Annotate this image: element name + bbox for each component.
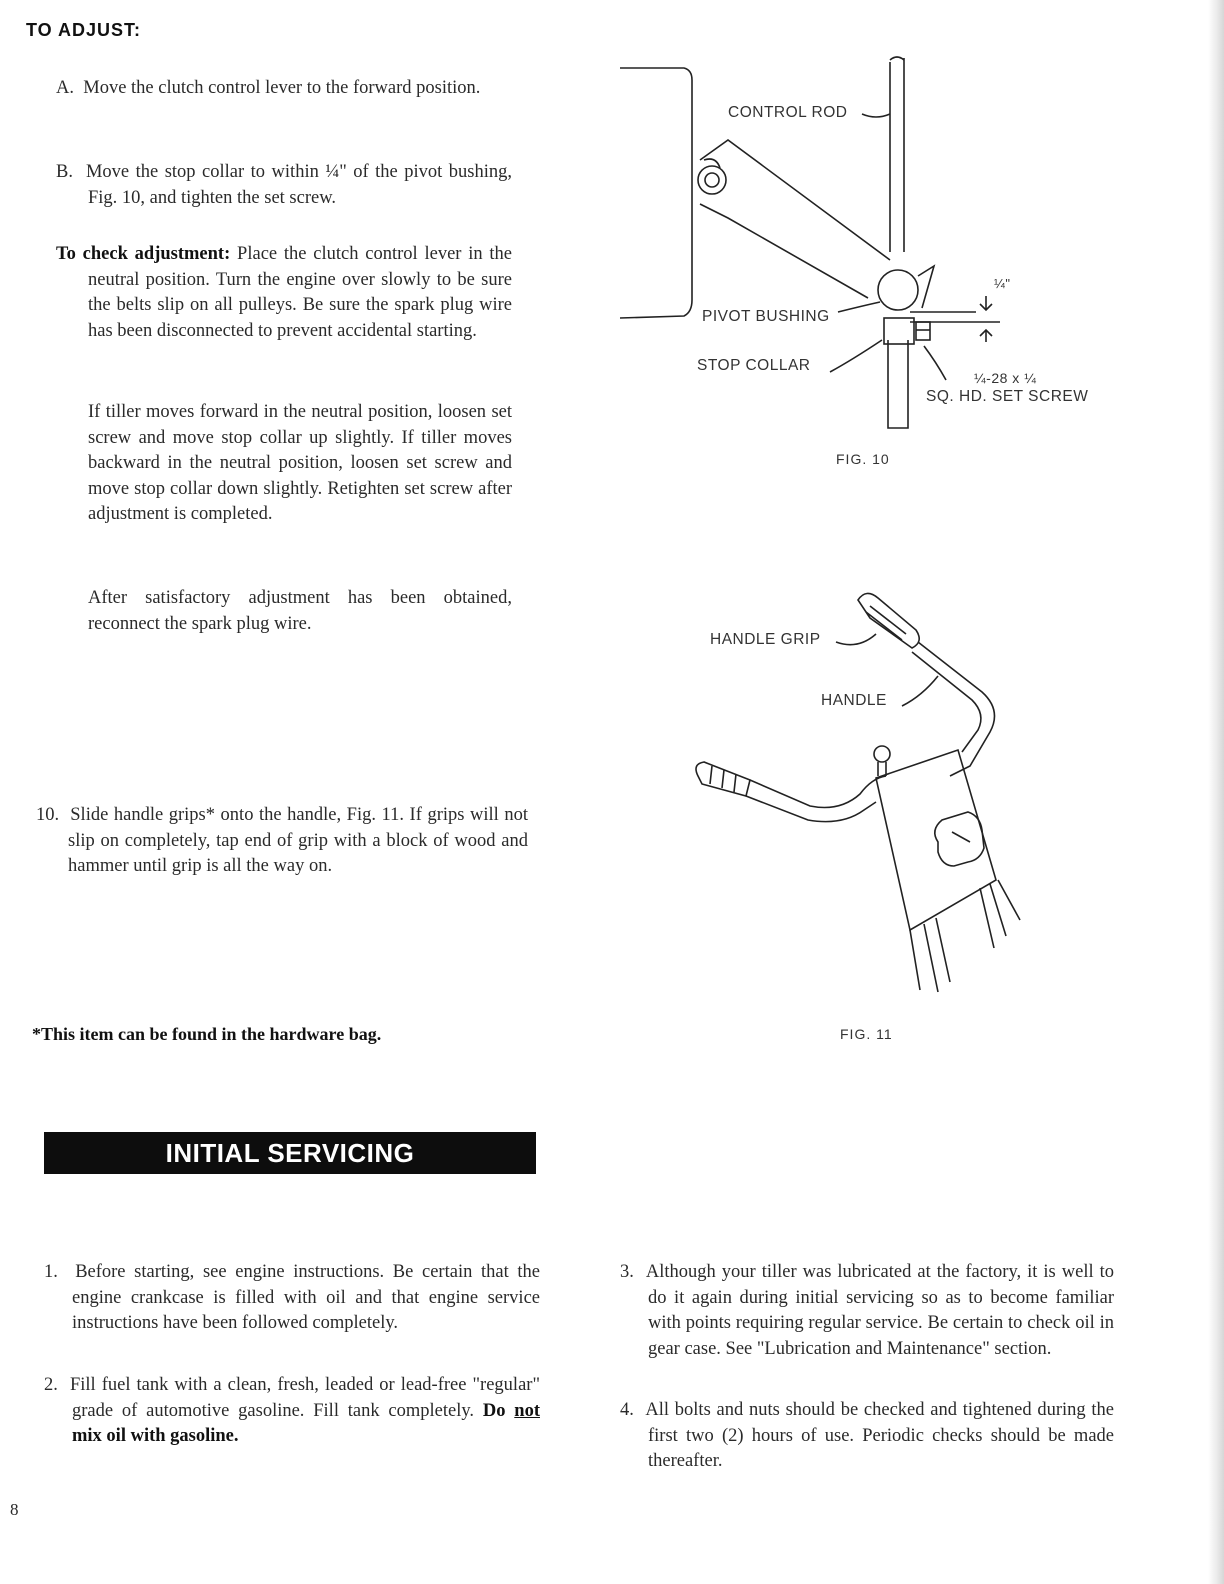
- servicing-item-3-text: Although your tiller was lubricated at the factory, it is well to do it again during initial servicing so as to become familiar with points requiring regular service. Be certain to check oil in gear case. See "Lubrication and Maintenance" section.: [645, 1262, 1115, 1359]
- servicing-item-1-text: Before starting, see engine instructions. Be certain that the engine crankcase is filled with oil and that engine service instructions have been followed completely.: [72, 1262, 540, 1333]
- fig11-label-handle-grip: HANDLE GRIP: [710, 631, 821, 648]
- to-adjust-heading: TO ADJUST:: [26, 20, 142, 40]
- fig10-label-pivot-bushing: PIVOT BUSHING: [702, 308, 830, 325]
- tiller-paragraph: If tiller moves forward in the neutral position, loosen set screw and move stop collar up slightly. If tiller moves backward in the neutral position, loosen set screw and move stop collar down slightly. Retighten set screw after adjustment is completed.: [88, 402, 512, 524]
- check-adjustment-lead: To check adjustment:: [56, 244, 231, 264]
- servicing-item-3-marker: 3.: [620, 1262, 634, 1282]
- servicing-item-4-text: All bolts and nuts should be checked and tightened during the first two (2) hours of use. Periodic checks should be made thereafter.: [645, 1400, 1114, 1471]
- step-10-text: Slide handle grips* onto the handle, Fig. 11. If grips will not slip on completely, tap end of grip with a block of wood and hammer until grip is all the way on.: [68, 805, 528, 876]
- step-a-text: Move the clutch control lever to the forward position.: [83, 78, 481, 98]
- servicing-item-2-text: Fill fuel tank with a clean, fresh, leaded or lead-free "regular" grade of automotive gasoline. Fill tank completely.: [69, 1375, 540, 1421]
- step-10: [36, 803, 528, 880]
- servicing-item-2-marker: 2.: [44, 1375, 58, 1395]
- step-b-marker: B.: [56, 162, 73, 182]
- fig10-set-screw: [916, 322, 930, 340]
- step-b: [56, 160, 512, 211]
- step-a: [56, 76, 512, 102]
- fig11-handle: [918, 642, 995, 776]
- fig10-pivot-bushing: [878, 270, 918, 310]
- fig10-label-control-rod: CONTROL ROD: [728, 104, 848, 121]
- page-edge-shadow: [1208, 0, 1224, 1584]
- check-adjustment: [56, 242, 512, 344]
- servicing-item-1-marker: 1.: [44, 1262, 58, 1282]
- servicing-item-1: [44, 1260, 540, 1337]
- servicing-item-4: [620, 1398, 1114, 1475]
- fig11-label-handle: HANDLE: [821, 692, 887, 709]
- section-banner-initial-servicing: [44, 1132, 536, 1174]
- servicing-item-2-warning-b: mix oil with gasoline.: [72, 1426, 239, 1446]
- servicing-item-4-marker: 4.: [620, 1400, 634, 1420]
- servicing-item-2: [44, 1373, 540, 1450]
- fig11-knob: [874, 746, 890, 762]
- check-adjustment-text: Place the clutch control lever in the neutral position. Turn the engine over slowly to be sure the belts slip on all pulleys. Be sure the spark plug wire has been disconnected to prevent accidental starting.: [88, 244, 513, 341]
- fig10-drawing: [600, 40, 1160, 440]
- fig10-label-stop-collar: STOP COLLAR: [697, 357, 811, 374]
- fig10-arm: [700, 140, 890, 260]
- section-title: INITIAL SERVICING: [165, 1137, 415, 1168]
- servicing-item-2-warning-a: Do: [482, 1400, 515, 1421]
- step-a-marker: A.: [56, 78, 74, 98]
- step-10-marker: 10.: [36, 805, 60, 825]
- page-number: 8: [10, 1500, 19, 1519]
- fig10-caption: FIG. 10: [836, 451, 890, 467]
- fig10-bracket: [620, 68, 692, 318]
- fig10-dimension: ¼": [994, 276, 1011, 291]
- servicing-item-3: [620, 1260, 1114, 1362]
- fig10-screw-type: SQ. HD. SET SCREW: [926, 388, 1089, 405]
- fig10-screw-size: ¼-28 x ¼: [974, 370, 1037, 386]
- fig11-caption: FIG. 11: [840, 1026, 893, 1042]
- fig11-shift-gate: [935, 812, 984, 866]
- servicing-item-2-warning-not: not: [514, 1400, 540, 1421]
- footnote: *This item can be found in the hardware bag.: [32, 1024, 382, 1044]
- after-paragraph: After satisfactory adjustment has been obtained, reconnect the spark plug wire.: [88, 588, 512, 634]
- step-b-text: Move the stop collar to within ¼" of the pivot bushing, Fig. 10, and tighten the set screw.: [85, 162, 512, 208]
